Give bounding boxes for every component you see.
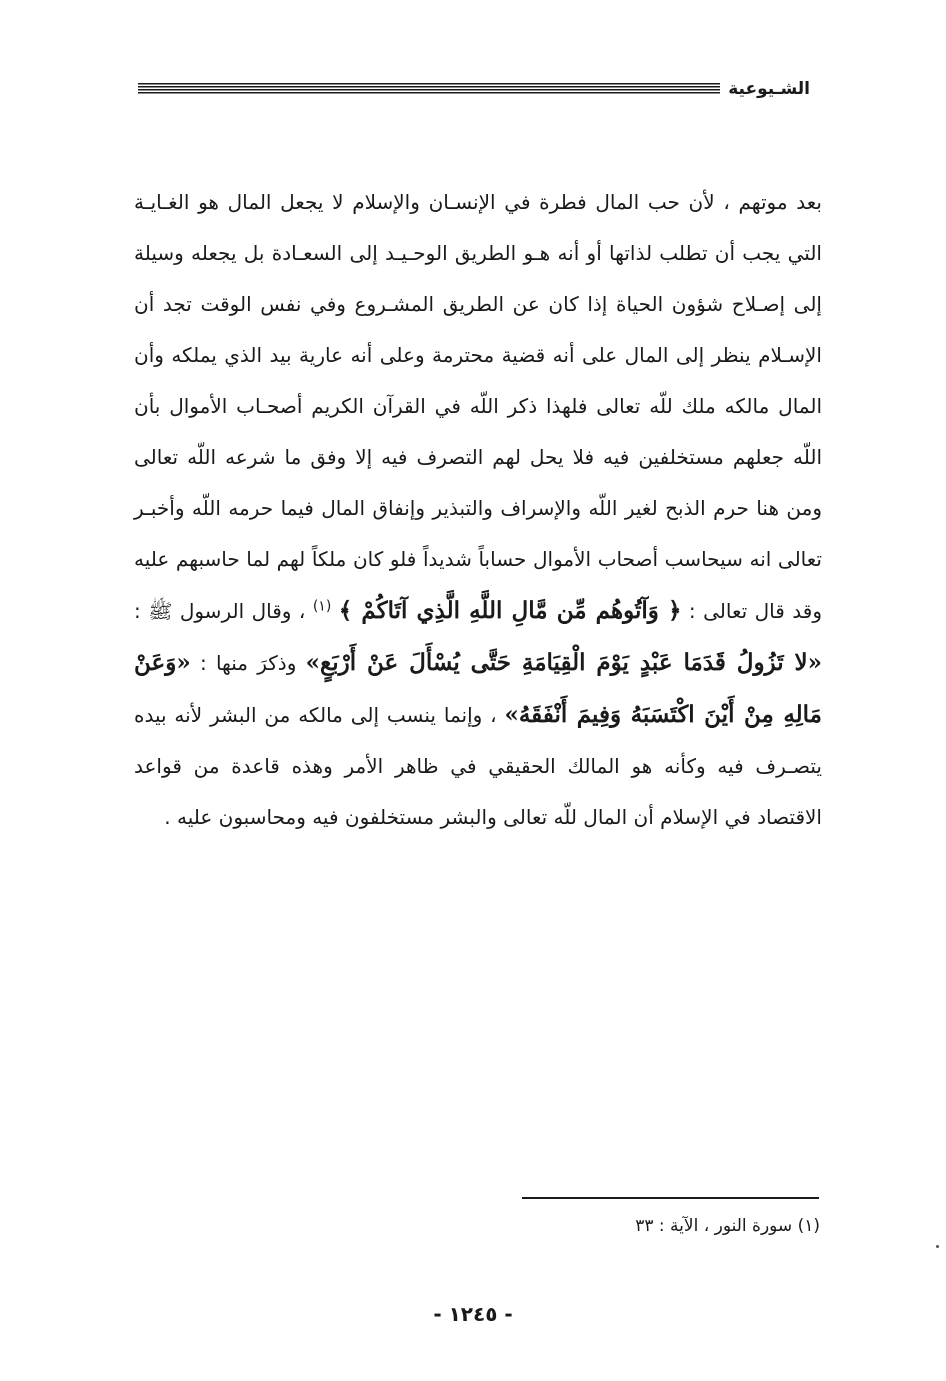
paragraph-text-2: ، وقال الرسول ﷺ : <box>134 599 306 623</box>
paragraph-text-3: وذكرَ منها : <box>199 651 297 675</box>
hadith-quote-2: «وَعَنْ مَالِهِ مِنْ أَيْنَ اكْتَسَبَهُ وَفِيمَ أَنْفَقَهُ» <box>134 649 822 728</box>
running-header <box>138 74 820 104</box>
header-title: الشـيوعية <box>728 78 810 99</box>
quran-quote: ﴿ وَآتُوهُم مِّن مَّالِ اللَّهِ الَّذِي آتَاكُمْ ﴾ <box>338 597 682 624</box>
main-paragraph <box>134 177 822 843</box>
footnote-text: (١) سورة النور ، الآية : ٣٣ <box>635 1216 820 1236</box>
header-rule-long <box>178 83 720 95</box>
footnote-reference: (١) <box>312 598 332 615</box>
scan-speck <box>936 1245 939 1248</box>
page-number: - ١٢٤٥ - <box>433 1302 513 1326</box>
header-rule-short <box>138 83 178 95</box>
footnote-separator <box>522 1197 819 1199</box>
hadith-quote-1: «لا تَزُولُ قَدَمَا عَبْدٍ يَوْمَ الْقِيَامَةِ حَتَّى يُسْأَلَ عَنْ أَرْبَعٍ» <box>305 649 823 676</box>
paragraph-text-4: ، وإنما ينسب إلى مالكه من البشر لأنه بيده يتصـرف فيه وكأنه هو المالك الحقيقي في ظاهر الأمر وهذه قاعدة من قواعد الاقتصاد في الإسلام أن المال للّه تعالى والبشر مستخلفون فيه ومحاسبون عليه . <box>134 703 822 829</box>
paragraph-text-1: بعد موتهم ، لأن حب المال فطرة في الإنسـان والإسلام لا يجعل المال هو الغـايـة التي يجب أن تطلب لذاتها أو أنه هـو الطريق الوحـيـد إلى السعـادة بل يجعله وسيلة إلى إصـلاح شؤون الحياة إذا كان عن الطريق المشـروع وفي نفس الوقت تجد أن الإسـلام ينظر إلى المال على أنه قضية محترمة وعلى أنه عارية بيد الذي يملكه وأن المال مالكه ملك للّه تعالى فلهذا ذكر اللّه في القرآن الكريم أصحـاب الأموال بأن اللّه جعلهم مستخلفين فيه فلا يحل لهم التصرف فيه إلا وفق ما شرعه اللّه تعالى ومن هنا حرم الذبح لغير اللّه والإسراف والتبذير وإنفاق المال فيما حرمه اللّه وأخبـر تعالى انه سيحاسب أصحاب الأموال حساباً شديداً فلو كان ملكاً لهم لما حاسبهم عليه وقد قال تعالى : <box>134 190 823 623</box>
